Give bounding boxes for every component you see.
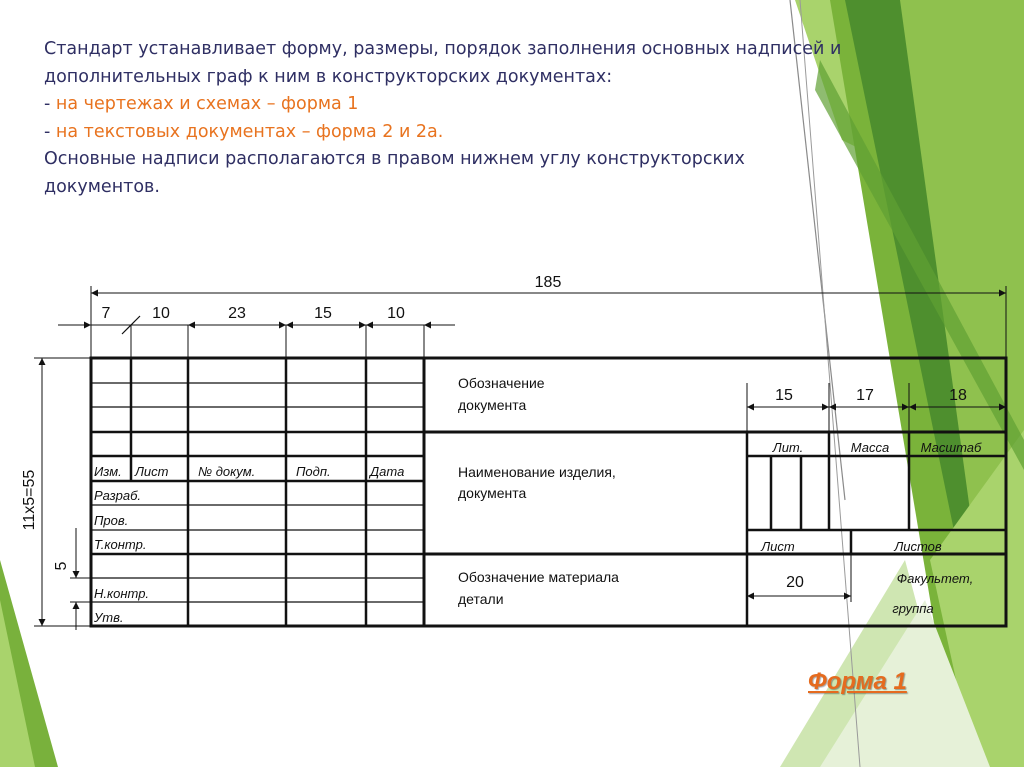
label-material-1: Обозначение материала	[458, 569, 619, 585]
label-nkontr: Н.контр.	[94, 586, 150, 601]
dim-10-a: 10	[152, 305, 170, 322]
label-podp: Подп.	[296, 464, 331, 479]
dim-23: 23	[228, 305, 246, 322]
bullet-1-text: на чертежах и схемах – форма 1	[55, 94, 359, 114]
label-nom-dokum: № докум.	[198, 464, 256, 479]
label-listov: Листов	[894, 539, 942, 554]
label-list-sheet: Лист	[761, 539, 795, 554]
dim-7: 7	[101, 305, 111, 322]
label-prov: Пров.	[94, 513, 129, 528]
intro-line-2: дополнительных граф к ним в конструкторских документах:	[44, 66, 613, 87]
label-massa: Масса	[850, 440, 890, 455]
label-utv: Утв.	[94, 610, 124, 625]
bullet-dash: -	[44, 94, 56, 114]
bullet-2-text: на текстовых документах – форма 2 и 2а.	[55, 121, 444, 142]
bullet-dash: -	[44, 121, 56, 142]
dim-185: 185	[534, 274, 562, 291]
label-material-2: детали	[458, 591, 504, 607]
intro-line-6: документов.	[44, 176, 160, 197]
label-masshtab: Масштаб	[920, 440, 982, 455]
label-list: Лист	[135, 464, 169, 479]
label-naimenovanie-2: документа	[458, 485, 527, 501]
label-razrab: Разраб.	[94, 488, 142, 503]
dim-15-lit: 15	[775, 387, 793, 404]
label-oboznachenie-2: документа	[458, 397, 527, 413]
label-fakultet: Факультет,	[896, 571, 974, 586]
dim-18: 18	[949, 387, 967, 404]
dim-10-b: 10	[387, 305, 405, 322]
intro-line-1: Стандарт устанавливает форму, размеры, порядок заполнения основных надписей и	[44, 39, 842, 59]
label-gruppa: группа	[892, 601, 934, 616]
dim-5: 5	[53, 561, 70, 571]
dim-17: 17	[856, 387, 874, 404]
label-tkontr: Т.контр.	[94, 537, 147, 552]
label-izm: Изм.	[94, 464, 122, 479]
cell-labels	[93, 375, 982, 625]
dim-11x5-55: 11х5=55	[21, 469, 38, 531]
label-oboznachenie-1: Обозначение	[458, 375, 545, 391]
label-naimenovanie-1: Наименование изделия,	[458, 464, 616, 480]
intro-line-5: Основные надписи располагаются в правом нижнем углу конструкторских	[44, 149, 745, 169]
dim-15-a: 15	[314, 305, 332, 322]
label-data: Дата	[370, 464, 405, 479]
forma-1-caption: Форма 1	[808, 668, 907, 695]
dim-20: 20	[786, 574, 804, 591]
label-lit: Лит.	[772, 440, 804, 455]
